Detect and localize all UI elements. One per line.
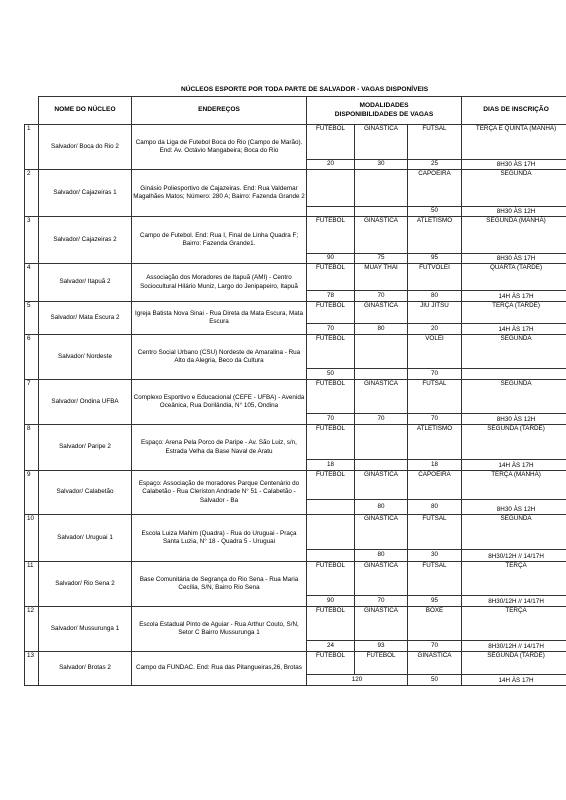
modalidade-cell: FUTVOLEI (408, 264, 462, 291)
vagas-cell: 50 (408, 675, 462, 686)
vagas-cell (307, 207, 355, 217)
modalidade-cell: FUTEBOL (307, 562, 355, 596)
vagas-cell: 70 (355, 291, 408, 302)
modalidade-cell: GINÁSTICA (355, 515, 408, 550)
inscricao-dia: QUARTA (TARDE) (462, 264, 566, 291)
row-number: 6 (25, 335, 39, 380)
modalidade-cell: FUTEBOL (307, 380, 355, 414)
row-number: 4 (25, 264, 39, 302)
vagas-cell: 78 (307, 291, 355, 302)
modalidade-cell: FUTEBOL (307, 217, 355, 254)
nucleo-address: Campo da FUNDAC. End: Rua das Pitangueiras,26, Brotas (132, 652, 307, 686)
inscricao-dia: SEGUNDA (462, 335, 566, 369)
table-row (25, 515, 566, 550)
inscricao-hora: 14H ÀS 17H (462, 675, 566, 686)
header-dias: DIAS DE INSCRIÇÃO (462, 97, 566, 125)
table-row (25, 302, 566, 324)
inscricao-dia: TERÇA (MANHÃ) (462, 471, 566, 500)
nucleo-name: Salvador/ Cajazeiras 1 (39, 170, 132, 217)
inscricao-hora (462, 369, 566, 380)
modalidade-cell: GINÁSTICA (355, 562, 408, 596)
modalidade-cell: CAPOEIRA (408, 170, 462, 207)
nucleo-name: Salvador/ Mata Escura 2 (39, 302, 132, 335)
row-number: 1 (25, 125, 39, 170)
table-row (25, 264, 566, 291)
table-row (25, 170, 566, 207)
nucleo-address: Base Comunitária de Segrança do Rio Sena - Rua Maria Cecília, S/N, Bairro Rio Sena (132, 562, 307, 607)
header-nome: NOME DO NÚCLEO (39, 97, 132, 125)
inscricao-dia: SEGUNDA (462, 380, 566, 414)
row-number: 8 (25, 425, 39, 471)
row-number: 3 (25, 217, 39, 264)
nucleo-address: Escola Luiza Mahim (Quadra) - Rua do Uruguai - Praça Santa Luzia, N° 18 - Quadra 5 - Uruguai (132, 515, 307, 562)
inscricao-hora: 8H30 ÀS 12H (462, 207, 566, 217)
inscricao-hora: 8H30 ÀS 12H (462, 414, 566, 425)
nucleo-name: Salvador/ Brotas 2 (39, 652, 132, 686)
vagas-cell: 20 (408, 324, 462, 335)
vagas-cell (355, 207, 408, 217)
nucleo-address: Ginásio Poliesportivo de Cajazeiras. End: Rua Valdemar Magalhães Matos; Número: 280 A; Bairro: Fazenda Grande 2 (132, 170, 307, 217)
inscricao-dia: SEGUNDA (TARDE) (462, 652, 566, 675)
row-number: 5 (25, 302, 39, 335)
inscricao-dia: TERÇA (462, 562, 566, 596)
nucleo-name: Salvador/ Paripe 2 (39, 425, 132, 471)
vagas-cell: 50 (307, 369, 355, 380)
modalidade-cell: FUTSAL (408, 562, 462, 596)
modalidade-cell: GINÁSTICA (355, 607, 408, 641)
nucleo-address: Centro Social Urbano (CSU) Nordeste de Amaralina - Rua Alto da Alegria, Beco da Cultura (132, 335, 307, 380)
modalidade-cell: JIU JITSU (408, 302, 462, 324)
table-row (25, 125, 566, 160)
inscricao-dia: TERÇA (462, 607, 566, 641)
nucleo-name: Salvador/ Calabetão (39, 471, 132, 515)
nucleo-address: Espaço: Associação de moradores Parque Centenário do Calabetão - Rua Cleriston Andrade N° 51 - Calabetão - Salvador - Ba (132, 471, 307, 515)
modalidade-cell: GINÁSTICA (355, 302, 408, 324)
nucleo-address: Complexo Esportivo e Educacional (CEFE - UFBA) - Avenida Oceânica, Rua Dorilândia, N° 105, Ondina (132, 380, 307, 425)
modalidade-cell: FUTEBOL (307, 652, 355, 675)
modalidade-cell: CAPOEIRA (408, 471, 462, 500)
inscricao-dia: SEGUNDA (462, 515, 566, 550)
nucleo-address: Associação dos Moradores de Itapuã (AMI) - Centro Sociocultural Hilário Muniz, Largo do Jenipapeiro, Itapuã (132, 264, 307, 302)
row-number: 7 (25, 380, 39, 425)
nucleo-name: Salvador/ Itapuã 2 (39, 264, 132, 302)
inscricao-hora: 8H30 ÀS 12H (462, 500, 566, 515)
modalidade-cell (355, 335, 408, 369)
vagas-cell: 30 (408, 550, 462, 562)
modalidade-cell: GINÁSTICA (408, 652, 462, 675)
vagas-cell (355, 460, 408, 471)
inscricao-dia: TERÇA E QUINTA (MANHÃ) (462, 125, 566, 160)
nucleo-name: Salvador/ Uruguai 1 (39, 515, 132, 562)
modalidade-cell: FUTEBOL (307, 335, 355, 369)
modalidade-cell: FUTEBOL (307, 607, 355, 641)
vagas-cell: 90 (307, 596, 355, 607)
inscricao-hora: 14H ÀS 17H (462, 324, 566, 335)
vagas-cell: 24 (307, 641, 355, 652)
header-modalidades (307, 97, 462, 125)
nucleo-address: Campo de Futebol. End: Rua I, Final de Linha Quadra F; Bairro: Fazenda Grande1. (132, 217, 307, 264)
inscricao-dia: SEGUNDA (MANHÃ) (462, 217, 566, 254)
vagas-cell: 80 (408, 500, 462, 515)
vagas-cell: 80 (408, 291, 462, 302)
row-number: 9 (25, 471, 39, 515)
nucleo-address: Campo da Liga de Futebol Boca do Rio (Campo de Marão). End: Av. Octávio Mangabeira; Boca do Rio (132, 125, 307, 170)
header-modalidades-line2: DISPONIBILIDADES DE VAGAS (334, 110, 434, 118)
nucleo-name: Salvador/ Boca do Rio 2 (39, 125, 132, 170)
vagas-cell: 18 (408, 460, 462, 471)
nucleo-name: Salvador/ Cajazeiras 2 (39, 217, 132, 264)
vagas-cell: 70 (408, 414, 462, 425)
vagas-cell: 70 (408, 641, 462, 652)
modalidade-cell: FUTEBOL (307, 471, 355, 500)
header-endereco: ENDEREÇOS (132, 97, 307, 125)
vagas-cell: 70 (355, 596, 408, 607)
inscricao-hora: 8H30/12H // 14/17H (462, 550, 566, 562)
vagas-cell: 70 (355, 414, 408, 425)
vagas-cell: 75 (355, 254, 408, 264)
inscricao-hora: 8H30 ÀS 17H (462, 254, 566, 264)
vagas-cell: 95 (408, 596, 462, 607)
inscricao-hora: 14H ÀS 17H (462, 460, 566, 471)
row-number: 10 (25, 515, 39, 562)
vagas-cell: 95 (408, 254, 462, 264)
modalidade-cell: GINÁSTICA (355, 380, 408, 414)
vagas-cell: 80 (355, 500, 408, 515)
modalidade-cell: BOXE (408, 607, 462, 641)
table-row (25, 425, 566, 460)
inscricao-hora: 8H30 ÀS 17H (462, 160, 566, 170)
modalidade-cell (355, 425, 408, 460)
table-row (25, 217, 566, 254)
nucleo-name: Salvador/ Ondina UFBA (39, 380, 132, 425)
inscricao-dia: TERÇA (TARDE) (462, 302, 566, 324)
modalidade-cell: FUTEBOL (307, 425, 355, 460)
modalidade-cell: VOLEI (408, 335, 462, 369)
header-modalidades-line1: MODALIDADES (359, 101, 409, 109)
modalidade-cell: ATLETISMO (408, 217, 462, 254)
row-number: 2 (25, 170, 39, 217)
modalidade-cell (355, 170, 408, 207)
modalidade-cell (307, 515, 355, 550)
modalidade-cell (307, 170, 355, 207)
modalidade-cell: FUTSAL (408, 515, 462, 550)
inscricao-dia: SEGUNDA (462, 170, 566, 207)
table-row (25, 607, 566, 641)
inscricao-hora: 8H30/12H // 14/17H (462, 641, 566, 652)
modalidade-cell: MUAY THAI (355, 264, 408, 291)
page-title: NÚCLEOS ESPORTE POR TODA PARTE DE SALVADOR - VAGAS DISPONÍVEIS (39, 84, 566, 97)
inscricao-dia: SEGUNDA (TARDE) (462, 425, 566, 460)
vagas-cell: 18 (307, 460, 355, 471)
inscricao-hora: 14H ÀS 17H (462, 291, 566, 302)
row-number: 13 (25, 652, 39, 686)
vagas-cell: 20 (307, 160, 355, 170)
row-number: 12 (25, 607, 39, 652)
vacancies-table (24, 84, 566, 686)
vagas-cell: 70 (307, 414, 355, 425)
vagas-cell: 90 (307, 254, 355, 264)
nucleo-address: Escola Estadual Pinto de Aguiar - Rua Arthur Couto, S/N, Setor C Bairro Mussurunga 1 (132, 607, 307, 652)
modalidade-cell: GINÁSTICA (355, 471, 408, 500)
modalidade-cell: FUTSAL (408, 380, 462, 414)
nucleo-name: Salvador/ Mussurunga 1 (39, 607, 132, 652)
nucleo-name: Salvador/ Nordeste (39, 335, 132, 380)
vagas-cell: 30 (355, 160, 408, 170)
vagas-cell: 50 (408, 207, 462, 217)
vagas-cell (355, 369, 408, 380)
vagas-cell: 80 (355, 550, 408, 562)
modalidade-cell: GINÁSTICA (355, 125, 408, 160)
modalidade-cell: FUTEBOL (355, 652, 408, 675)
modalidade-cell: ATLETISMO (408, 425, 462, 460)
vagas-cell: 120 (307, 675, 408, 686)
modalidade-cell: FUTSAL (408, 125, 462, 160)
nucleo-address: Igreja Batista Nova Sinai - Rua Direta da Mata Escura, Mata Escura (132, 302, 307, 335)
vagas-cell: 70 (408, 369, 462, 380)
vagas-cell: 80 (355, 324, 408, 335)
modalidade-cell: FUTEBOL (307, 125, 355, 160)
inscricao-hora: 8H30/12H // 14/17H (462, 596, 566, 607)
row-number: 11 (25, 562, 39, 607)
vagas-cell: 70 (307, 324, 355, 335)
nucleo-address: Espaço: Arena Pela Porco de Paripe - Av. São Luiz, s/n, Estrada Velha da Base Naval de Aratu (132, 425, 307, 471)
modalidade-cell: GINÁSTICA (355, 217, 408, 254)
table-row (25, 652, 566, 675)
table-row (25, 335, 566, 369)
vagas-cell (307, 550, 355, 562)
nucleo-name: Salvador/ Rio Sena 2 (39, 562, 132, 607)
vagas-cell: 93 (355, 641, 408, 652)
vagas-cell: 25 (408, 160, 462, 170)
vagas-cell (307, 500, 355, 515)
table-row (25, 471, 566, 500)
table-row (25, 380, 566, 414)
modalidade-cell: FUTEBOL (307, 302, 355, 324)
table-row (25, 562, 566, 596)
modalidade-cell: FUTEBOL (307, 264, 355, 291)
